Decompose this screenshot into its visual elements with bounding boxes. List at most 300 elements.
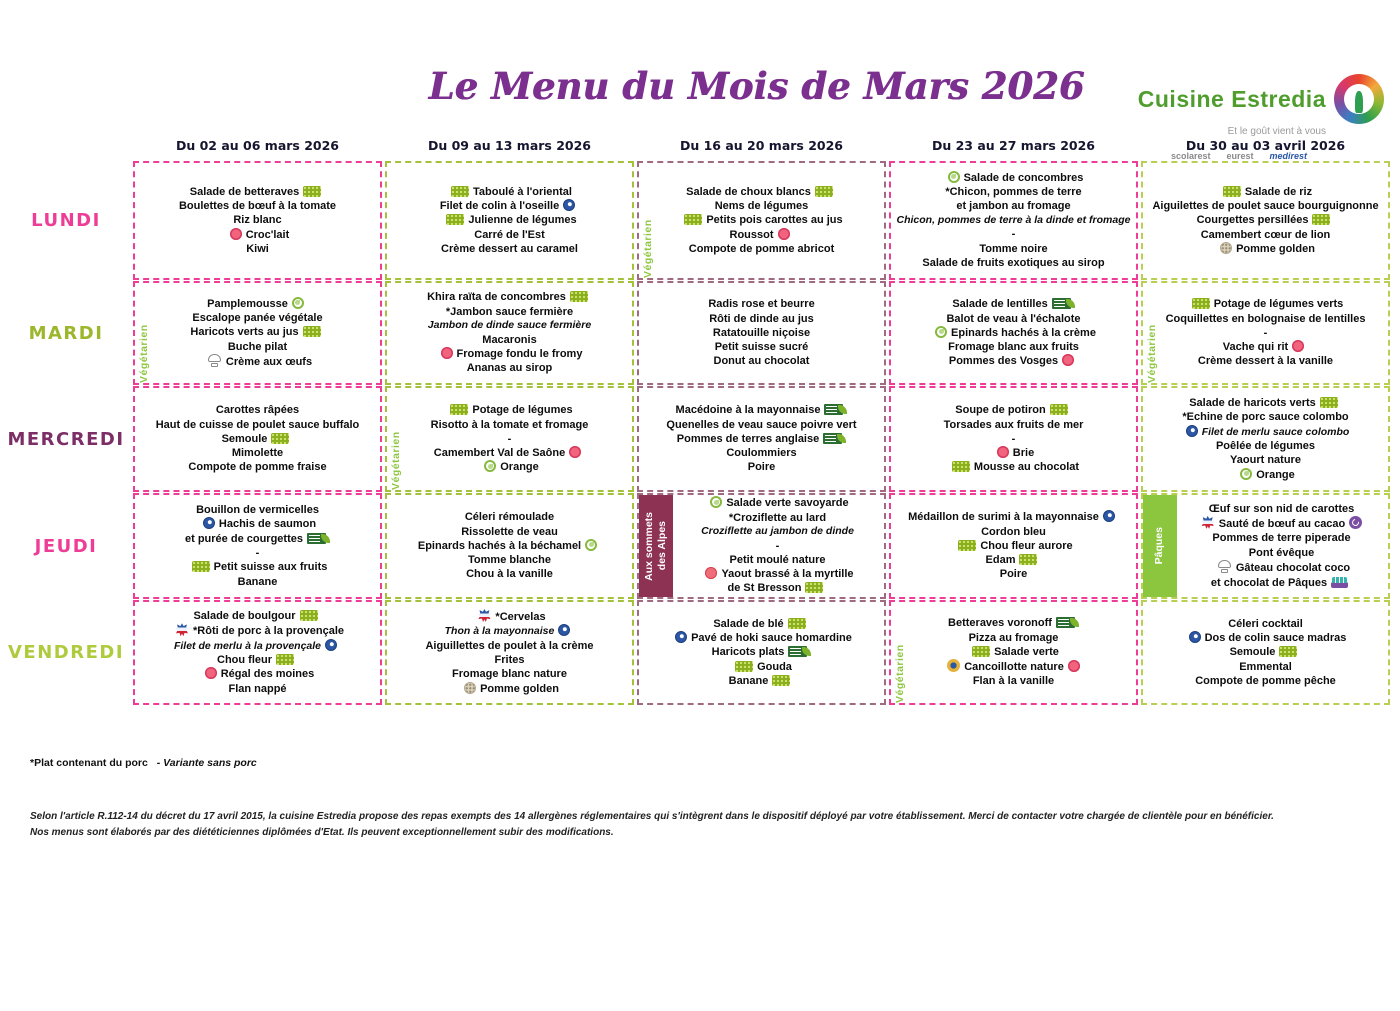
menu-item-text: Céleri cocktail — [1228, 617, 1303, 630]
week-header-1: Du 02 au 06 mars 2026 — [175, 138, 339, 153]
menu-item-text: Céleri rémoulade — [464, 511, 555, 524]
menu-item — [896, 256, 1131, 270]
menu-item — [644, 312, 879, 326]
env-certification-level2-icon — [1052, 298, 1071, 309]
menu-item — [392, 624, 627, 639]
vegetarian-badge: Végétarien — [390, 431, 402, 490]
menu-item — [896, 631, 1131, 645]
menu-item — [1148, 297, 1383, 311]
menu-cell-lundi-week3 — [637, 161, 886, 280]
menu-item-text: Orange — [500, 461, 539, 474]
menu-item-text: Pont évêque — [1248, 546, 1315, 559]
reasoned-agriculture-icon — [484, 460, 496, 472]
menu-item-text: Pommes de terres anglaise — [676, 432, 820, 445]
aop-icon — [778, 228, 790, 240]
menu-item-text: Escalope panée végétale — [192, 312, 323, 325]
menu-item — [1148, 185, 1383, 199]
menu-item — [896, 539, 1131, 553]
menu-item-text: Salade de choux blancs — [686, 185, 811, 198]
aop-icon — [205, 667, 217, 679]
organic-icon — [451, 186, 469, 197]
menu-item-text: Aiguillettes de poulet à la crème — [425, 639, 594, 652]
menu-item — [1180, 531, 1383, 545]
menu-cell-lundi-week4 — [889, 161, 1138, 280]
chef-recipe-icon — [207, 354, 222, 367]
menu-cell-vendredi-week2 — [385, 600, 634, 705]
menu-item-text: Torsades aux fruits de mer — [943, 418, 1084, 431]
menu-item — [896, 326, 1131, 340]
menu-item — [140, 667, 375, 681]
menu-item — [140, 460, 375, 474]
menu-item-text: Croc'lait — [245, 228, 290, 241]
menu-item-text: *Rôti de porc à la provençale — [193, 625, 344, 638]
menu-item-text: Chou fleur — [217, 654, 272, 667]
menu-item — [392, 539, 627, 553]
menu-item-text: Salade de concombres — [963, 171, 1084, 184]
organic-icon — [450, 404, 468, 415]
menu-item — [1148, 439, 1383, 453]
menu-item — [140, 403, 375, 417]
menu-item-text: Cordon bleu — [981, 525, 1046, 538]
menu-item-text: Semoule — [221, 432, 268, 445]
menu-item — [1148, 617, 1383, 631]
menu-item — [392, 305, 627, 319]
reasoned-agriculture-icon — [710, 496, 722, 508]
brand-tagline: Et le goût vient à vous — [1227, 126, 1326, 137]
menu-item — [1180, 575, 1383, 590]
menu-cell-jeudi-week1 — [133, 493, 382, 599]
menu-item — [676, 539, 879, 553]
menu-item — [392, 460, 627, 474]
menu-item-text: Flan à la vanille — [972, 675, 1055, 688]
pork-note-text: *Plat contenant du porc — [30, 757, 148, 769]
organic-icon — [1320, 397, 1338, 408]
menu-item-text: Orange — [1256, 468, 1295, 481]
menu-item — [1148, 354, 1383, 368]
menu-item-text: - — [255, 547, 260, 559]
organic-icon — [772, 675, 790, 686]
menu-item-text: Roussot — [729, 228, 774, 241]
organic-icon — [1050, 404, 1068, 415]
french-meat-icon — [1201, 516, 1215, 529]
menu-item-text: Banane — [728, 674, 769, 687]
menu-item-text: Chicon, pommes de terre à la dinde et fromage — [896, 213, 1131, 226]
menu-item — [644, 242, 879, 256]
menu-item — [1148, 228, 1383, 242]
brand-name: Cuisine Estredia — [1137, 85, 1326, 112]
menu-item-text: Salade de boulgour — [193, 609, 296, 622]
sustainable-fishing-icon — [325, 639, 337, 651]
menu-item — [1148, 468, 1383, 482]
menu-cell-vendredi-week4 — [889, 600, 1138, 705]
menu-item — [1148, 425, 1383, 440]
menu-item — [896, 446, 1131, 460]
env-certification-level2-icon — [1056, 617, 1075, 628]
menu-item-text: Camembert Val de Saône — [433, 447, 566, 460]
menu-item — [392, 525, 627, 539]
week-header-3: Du 16 au 20 mars 2026 — [679, 138, 843, 153]
menu-item — [392, 361, 627, 375]
menu-item-text: Vache qui rit — [1222, 341, 1289, 354]
menu-item-text: Salade de betteraves — [189, 185, 300, 198]
menu-item — [392, 290, 627, 304]
reasoned-agriculture-icon — [935, 326, 947, 338]
menu-cell-jeudi-week4 — [889, 493, 1138, 599]
menu-cell-jeudi-week5 — [1141, 493, 1390, 599]
env-certification-level2-icon — [823, 433, 842, 444]
menu-item — [140, 228, 375, 242]
easter-cake-icon — [1331, 575, 1348, 588]
day-label-jeudi: JEUDI — [34, 535, 98, 557]
menu-item-text: Banane — [237, 575, 278, 588]
menu-item-text: de St Bresson — [727, 582, 802, 595]
menu-item — [392, 185, 627, 199]
menu-item-text: Betteraves voronoff — [948, 617, 1052, 630]
partner-logos — [1124, 151, 1354, 161]
menu-item-text: Crème dessert au caramel — [441, 242, 578, 255]
menu-item — [644, 617, 879, 631]
local-product-icon — [705, 567, 717, 579]
menu-item — [676, 496, 879, 510]
menu-cell-mardi-week4 — [889, 281, 1138, 385]
menu-item-text: Risotto à la tomate et fromage — [430, 418, 589, 431]
menu-item — [392, 653, 627, 667]
organic-icon — [972, 646, 990, 657]
menu-item — [1148, 660, 1383, 674]
menu-cell-vendredi-week1 — [133, 600, 382, 705]
aop-icon — [569, 446, 581, 458]
menu-item-text: Poire — [999, 568, 1028, 581]
menu-item-text: - — [507, 432, 512, 445]
organic-icon — [735, 661, 753, 672]
menu-item — [140, 639, 375, 654]
menu-item-text: *Croziflette au lard — [728, 511, 827, 524]
menu-item-text: Potage de légumes verts — [1213, 298, 1344, 311]
menu-item-text: Frites — [494, 654, 525, 667]
menu-item-text: Tomme noire — [979, 242, 1048, 255]
menu-item — [644, 674, 879, 688]
menu-item — [140, 418, 375, 432]
aop-icon — [997, 446, 1009, 458]
menu-item-text: Tomme blanche — [468, 554, 551, 567]
menu-item — [392, 510, 627, 524]
menu-item — [896, 199, 1131, 213]
menu-item — [1180, 560, 1383, 575]
sustainable-fishing-icon — [675, 631, 687, 643]
organic-icon — [684, 214, 702, 225]
menu-item-text: Salade de blé — [713, 617, 784, 630]
menu-item — [1148, 631, 1383, 645]
menu-item — [392, 228, 627, 242]
day-label-vendredi: VENDREDI — [7, 642, 125, 663]
menu-cell-mardi-week2 — [385, 281, 634, 385]
menu-item-text: Yaout brassé à la myrtille — [721, 568, 854, 581]
menu-item — [392, 319, 627, 333]
menu-cell-lundi-week1 — [133, 161, 382, 280]
menu-item-text: Croziflette au jambon de dinde — [701, 524, 854, 537]
pork-variant-note: - Variante sans porc — [156, 757, 257, 769]
menu-item — [392, 446, 627, 460]
organic-icon — [1192, 298, 1210, 309]
menu-item — [1148, 453, 1383, 467]
menu-item — [392, 567, 627, 581]
week-header-4: Du 23 au 27 mars 2026 — [931, 138, 1095, 153]
menu-item — [644, 228, 879, 242]
menu-item-text: Salade verte savoyarde — [726, 497, 849, 510]
legend — [130, 721, 1400, 731]
reasoned-agriculture-icon — [948, 171, 960, 183]
menu-item — [896, 525, 1131, 539]
menu-item-text: Buche pilat — [227, 340, 288, 353]
day-label-mercredi: MERCREDI — [7, 428, 125, 450]
menu-item-text: Rôti de dinde au jus — [709, 312, 814, 325]
partner-logo-scolarest: scolarest — [1170, 151, 1211, 161]
menu-item-text: Flan nappé — [228, 682, 287, 695]
menu-item — [140, 682, 375, 696]
menu-item-text: Macaronis — [482, 333, 537, 346]
week-header-2: Du 09 au 13 mars 2026 — [427, 138, 591, 153]
menu-item — [392, 242, 627, 256]
menu-item — [140, 354, 375, 369]
menu-grid — [2, 161, 1400, 705]
menu-item — [896, 312, 1131, 326]
menu-item — [1148, 645, 1383, 659]
day-label-mardi: MARDI — [28, 322, 104, 344]
menu-item-text: Fromage blanc aux fruits — [948, 341, 1079, 354]
menu-item — [676, 581, 879, 595]
theme-banner: Pâques — [1143, 495, 1177, 597]
menu-item — [140, 532, 375, 546]
menu-item — [896, 403, 1131, 417]
organic-icon — [958, 540, 976, 551]
menu-item-text: Courgettes persillées — [1196, 214, 1309, 227]
menu-item — [140, 325, 375, 339]
sustainable-fishing-icon — [563, 199, 575, 211]
partner-logo-medirest: medirest — [1269, 151, 1308, 161]
menu-item — [140, 199, 375, 213]
menu-item-text: et purée de courgettes — [185, 532, 303, 545]
week-header-spacer — [2, 138, 130, 153]
menu-item-text: Fromage blanc nature — [452, 668, 567, 681]
organic-icon — [446, 214, 464, 225]
legal-line-2: Nos menus sont élaborés par des diététiciennes diplômées d'Etat. Ils peuvent exceptionnellement subir des modifications. — [30, 826, 614, 838]
menu-item-text: Pommes de terre piperade — [1212, 532, 1351, 545]
organic-icon — [1279, 646, 1297, 657]
menu-item-text: Petits pois carottes au jus — [706, 214, 843, 227]
sustainable-fishing-icon — [558, 624, 570, 636]
menu-item-text: Petit moulé nature — [729, 553, 826, 566]
menu-item — [644, 645, 879, 659]
menu-item-text: Emmental — [1239, 660, 1292, 673]
menu-item-text: Jambon de dinde sauce fermière — [427, 319, 592, 332]
orchard-icon — [1220, 242, 1232, 254]
menu-item-text: Filet de colin à l'oseille — [439, 200, 560, 213]
menu-item-text: Brie — [1012, 447, 1035, 460]
organic-icon — [300, 610, 318, 621]
menu-item-text: Riz blanc — [233, 214, 282, 227]
menu-item-text: Pizza au fromage — [968, 631, 1059, 644]
menu-cell-jeudi-week2 — [385, 493, 634, 599]
organic-icon — [303, 186, 321, 197]
partner-logo-eurest: eurest — [1226, 151, 1254, 161]
theme-banner: Aux sommets des Alpes — [639, 495, 673, 597]
sustainable-fishing-icon — [1186, 425, 1198, 437]
menu-item-text: et jambon au fromage — [956, 200, 1071, 213]
menu-item — [392, 347, 627, 361]
menu-item — [644, 631, 879, 645]
menu-cell-lundi-week5 — [1141, 161, 1390, 280]
menu-item — [896, 354, 1131, 368]
menu-cell-mercredi-week2 — [385, 386, 634, 492]
menu-item-text: Mimolette — [231, 447, 284, 460]
menu-item-text: Potage de légumes — [472, 404, 573, 417]
menu-item — [140, 297, 375, 311]
menu-item — [896, 432, 1131, 446]
organic-icon — [303, 326, 321, 337]
vegetarian-badge: Végétarien — [138, 324, 150, 383]
menu-item-text: Chou à la vanille — [466, 568, 553, 581]
menu-cell-mercredi-week1 — [133, 386, 382, 492]
env-certification-level2-icon — [824, 404, 843, 415]
menu-item-text: Nems de légumes — [714, 200, 809, 213]
menu-item — [896, 460, 1131, 474]
reasoned-agriculture-icon — [1240, 468, 1252, 480]
reasoned-agriculture-icon — [585, 539, 597, 551]
env-certification-level2-icon — [307, 533, 326, 544]
menu-item-text: Gouda — [757, 660, 792, 673]
menu-item-text: Petit suisse aux fruits — [213, 561, 328, 574]
menu-item-text: Crème dessert à la vanille — [1197, 355, 1334, 368]
organic-icon — [1223, 186, 1241, 197]
french-meat-icon — [175, 623, 189, 636]
menu-item — [644, 213, 879, 227]
menu-item-text: Edam — [985, 554, 1016, 567]
menu-item-text: *Echine de porc sauce colombo — [1182, 411, 1349, 424]
menu-item-text: Salade de fruits exotiques au sirop — [922, 256, 1105, 269]
menu-item — [1148, 242, 1383, 256]
organic-icon — [952, 461, 970, 472]
menu-cell-mercredi-week4 — [889, 386, 1138, 492]
menu-item — [644, 432, 879, 446]
menu-item — [1148, 674, 1383, 688]
menu-cell-vendredi-week3 — [637, 600, 886, 705]
menu-item — [1180, 546, 1383, 560]
menu-item — [140, 575, 375, 589]
menu-item — [392, 432, 627, 446]
menu-item — [896, 418, 1131, 432]
menu-item — [392, 403, 627, 417]
organic-icon — [788, 618, 806, 629]
menu-item — [140, 517, 375, 531]
menu-item — [140, 653, 375, 667]
menu-item-text: - — [1263, 326, 1268, 339]
menu-item-text: Compote de pomme pêche — [1195, 674, 1336, 687]
menu-item-text: Epinards hachés à la crème — [951, 326, 1096, 339]
menu-item-text: Radis rose et beurre — [708, 298, 815, 311]
menu-item-text: Fromage fondu le fromy — [456, 347, 583, 360]
menu-item-text: Pamplemousse — [207, 297, 288, 310]
menu-item-text: *Jambon sauce fermière — [445, 305, 574, 318]
menu-item — [896, 227, 1131, 241]
menu-item — [140, 185, 375, 199]
menu-item-text: Œuf sur son nid de carottes — [1208, 502, 1355, 515]
menu-item — [140, 446, 375, 460]
menu-item-text: Pommes des Vosges — [948, 355, 1059, 368]
menu-item — [644, 446, 879, 460]
menu-item — [392, 609, 627, 624]
menu-item — [392, 682, 627, 696]
menu-cell-jeudi-week3 — [637, 493, 886, 599]
organic-icon — [815, 186, 833, 197]
menu-item — [392, 553, 627, 567]
menu-item-text: Epinards hachés à la béchamel — [417, 539, 582, 552]
env-certification-level2-icon — [788, 646, 807, 657]
menu-item — [140, 546, 375, 560]
menu-item-text: Boulettes de bœuf à la tomate — [178, 200, 337, 213]
vegetarian-badge: Végétarien — [642, 219, 654, 278]
menu-cell-mardi-week1 — [133, 281, 382, 385]
orchard-icon — [464, 682, 476, 694]
menu-item-text: Poire — [747, 461, 776, 474]
menu-item — [644, 326, 879, 340]
brand-header — [1124, 74, 1384, 161]
vegetarian-badge: Végétarien — [1146, 324, 1158, 383]
menu-item — [1148, 213, 1383, 227]
menu-item-text: Crème aux œufs — [225, 355, 313, 368]
menu-item-text: Régal des moines — [220, 668, 315, 681]
menu-cell-lundi-week2 — [385, 161, 634, 280]
menu-item — [896, 297, 1131, 311]
menu-item — [644, 199, 879, 213]
day-label-lundi: LUNDI — [31, 210, 101, 231]
menu-item — [140, 340, 375, 354]
igp-icon — [947, 659, 960, 672]
organic-icon — [192, 561, 210, 572]
week-header-5: Du 30 au 03 avril 2026 — [1185, 138, 1346, 153]
menu-item — [896, 214, 1131, 228]
menu-item — [1148, 199, 1383, 213]
organic-icon — [1312, 214, 1330, 225]
menu-item-text: Pavé de hoki sauce homardine — [691, 632, 852, 645]
menu-item — [896, 185, 1131, 199]
menu-item — [140, 432, 375, 446]
menu-item — [896, 242, 1131, 256]
menu-item-text: Filet de merlu sauce colombo — [1201, 425, 1350, 438]
menu-item-text: Semoule — [1229, 646, 1276, 659]
menu-item-text: Pomme golden — [480, 682, 559, 695]
menu-item-text: *Chicon, pommes de terre — [945, 186, 1082, 199]
menu-item-text: Compote de pomme abricot — [688, 242, 835, 255]
menu-item — [1148, 396, 1383, 410]
menu-item — [896, 340, 1131, 354]
menu-item-text: Rissolette de veau — [461, 525, 558, 538]
menu-item-text: Mousse au chocolat — [973, 461, 1080, 474]
menu-item-text: Yaourt nature — [1230, 454, 1301, 467]
legal-line-1: Selon l'article R.112-14 du décret du 17 avril 2015, la cuisine Estredia propose des repas exempts des 14 allergènes réglementaires qui s'intègrent dans le dispositif déployé par votre établissement. Merci de contacter votre chargée de clientèle pour en bénéficier. — [30, 811, 1274, 822]
sustainable-fishing-icon — [1189, 631, 1201, 643]
menu-item-text: Taboulé à l'oriental — [473, 185, 572, 198]
pork-footnote — [30, 757, 1400, 769]
menu-cell-vendredi-week5 — [1141, 600, 1390, 705]
organic-icon — [805, 582, 823, 593]
aop-icon — [230, 228, 242, 240]
menu-item — [676, 525, 879, 539]
menu-item — [644, 340, 879, 354]
organic-icon — [570, 291, 588, 302]
menu-item-text: Compote de pomme fraise — [188, 461, 327, 474]
menu-item-text: Carré de l'Est — [474, 228, 545, 241]
menu-item-text: Aiguilettes de poulet sauce bourguignonne — [1152, 200, 1379, 213]
